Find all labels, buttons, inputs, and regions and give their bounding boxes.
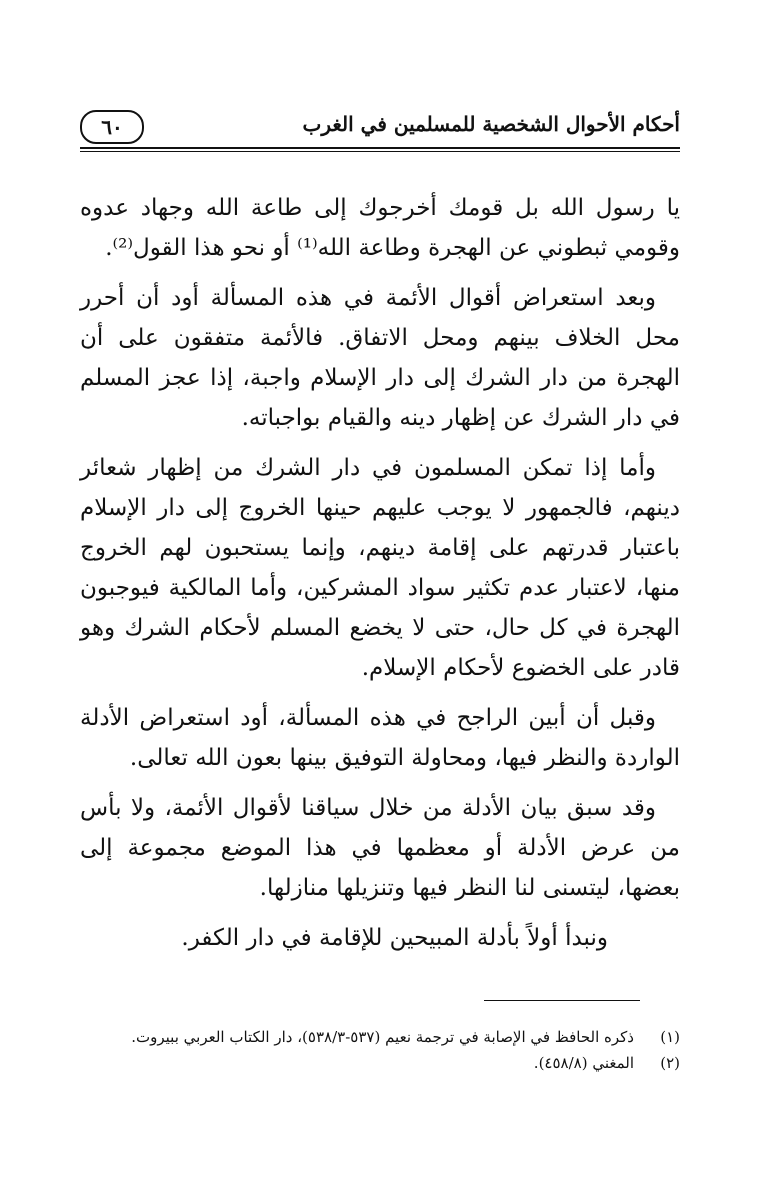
page-number-badge: ٦٠ [80,110,144,144]
footnote-item [80,1050,680,1076]
header-rule-thin [80,151,680,152]
footnote-text: ذكره الحافظ في الإصابة في ترجمة نعيم (٥٣٧-٥٣٨/٣)، دار الكتاب العربي ببيروت. [131,1028,634,1046]
footnote-number: (٢) [660,1054,680,1072]
paragraph: ونبدأ أولاً بأدلة المبيحين للإقامة في دار الكفر. [181,925,608,951]
footnote-number: (١) [660,1028,680,1046]
paragraph: وأما إذا تمكن المسلمون في دار الشرك من إظهار شعائر دينهم، فالجمهور لا يوجب عليهم حينها الخروج إلى دار الإسلام باعتبار قدرتهم على إقامة دينهم، وإنما يستحبون لهم الخروج منها، لاعتبار عدم تكثير سواد المشركين، وأما المالكية فيوجبون الهجرة في كل حال، حتى لا يخضع المسلم لأحكام الشرك وهو قادر على الخضوع لأحكام الإسلام. [80,455,680,681]
running-title: أحكام الأحوال الشخصية للمسلمين في الغرب [302,112,680,136]
main-text [80,188,680,968]
page-header [80,104,680,148]
paragraph: يا رسول الله بل قومك أخرجوك إلى طاعة الله وجهاد عدوه وقومي ثبطوني عن الهجرة وطاعة الله⁽¹⁾ أو نحو هذا القول⁽²⁾. [80,195,680,261]
header-rule-thick [80,147,680,149]
footnotes [80,1024,680,1076]
footnote-text: المغني (٤٥٨/٨). [533,1054,634,1072]
paragraph: وقد سبق بيان الأدلة من خلال سياقنا لأقوال الأئمة، ولا بأس من عرض الأدلة أو معظمها في هذا الموضع مجموعة إلى بعضها، ليتسنى لنا النظر فيها وتنزيلها منازلها. [80,795,680,901]
paragraph: وبعد استعراض أقوال الأئمة في هذه المسألة أود أن أحرر محل الخلاف بينهم ومحل الاتفاق. فالأئمة متفقون على أن الهجرة من دار الشرك إلى دار الإسلام واجبة، إذا عجز المسلم في دار الشرك عن إظهار دينه والقيام بواجباته. [80,285,680,431]
footnote-separator [484,1000,640,1001]
footnote-item [80,1024,680,1050]
paragraph: وقبل أن أبين الراجح في هذه المسألة، أود استعراض الأدلة الواردة والنظر فيها، ومحاولة التوفيق بينها بعون الله تعالى. [80,705,680,771]
